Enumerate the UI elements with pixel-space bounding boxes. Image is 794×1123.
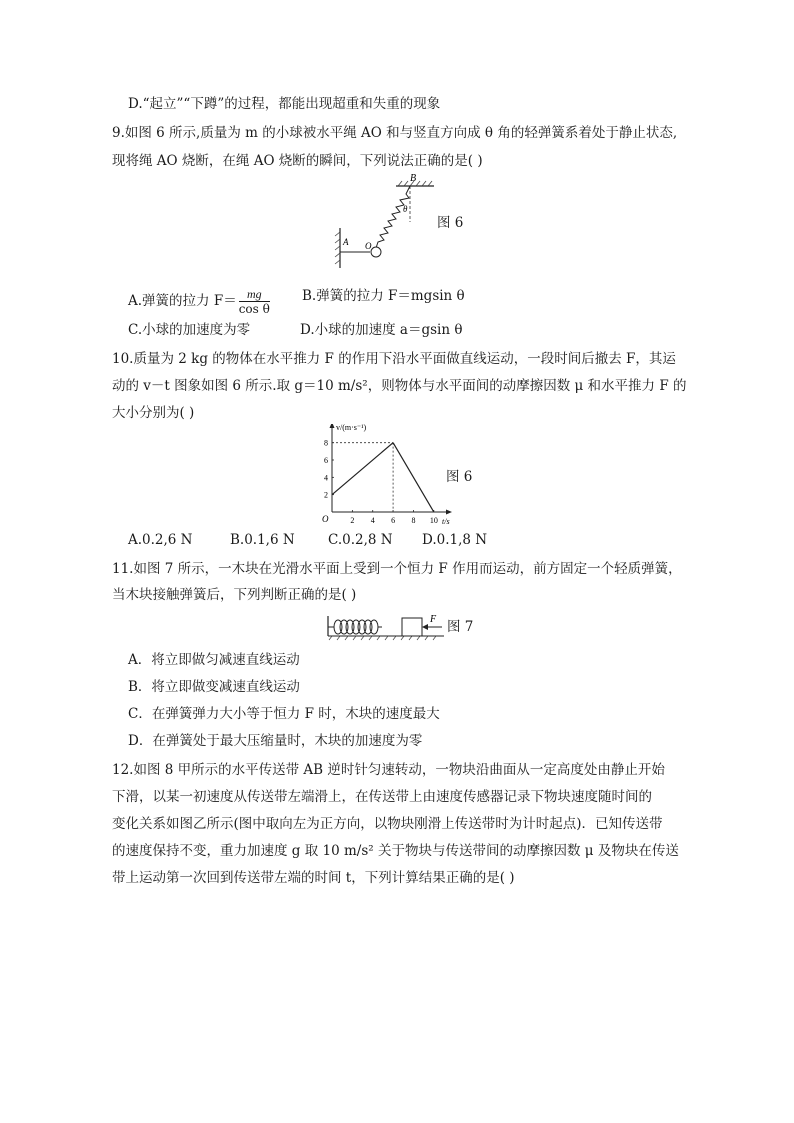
q10-option-d: D.0.1,8 N — [422, 532, 488, 548]
y-tick-label: 2 — [324, 490, 328, 500]
q8-option-d: D.“起立”“下蹲”的过程，都能出现超重和失重的现象 — [128, 96, 441, 112]
series-segment — [393, 443, 434, 512]
q11-option-c: C．在弹簧弹力大小等于恒力 F 时，木块的速度最大 — [128, 706, 440, 722]
x-tick-label: 8 — [411, 516, 416, 525]
q9-option-a-fraction — [239, 287, 270, 316]
q10-stem-line-3: 大小分别为( ) — [112, 405, 195, 421]
q9-option-a-prefix: A.弹簧的拉力 F＝ — [128, 293, 237, 309]
q10-chart-caption: 图 6 — [446, 469, 473, 485]
x-axis-arrow — [446, 510, 452, 515]
q9-label-a: A — [343, 237, 349, 247]
q10-stem-line-1: 10.质量为 2 kg 的物体在水平推力 F 的作用下沿水平面做直线运动，一段时间后撤去 F，其运 — [112, 351, 676, 367]
y-tick-label: 8 — [324, 438, 328, 448]
q10-option-a: A.0.2,6 N — [128, 532, 193, 548]
q11-label-f: F — [430, 614, 437, 625]
q11-figure-spring-block — [324, 612, 450, 642]
q9-option-a-denominator: cos θ — [238, 302, 270, 316]
q9-stem-line-2: 现将绳 AO 烧断，在绳 AO 烧断的瞬间，下列说法正确的是( ) — [112, 153, 483, 169]
q9-label-o: O — [365, 241, 372, 251]
q9-option-d: D.小球的加速度 a＝gsin θ — [300, 322, 463, 338]
y-axis-label: v/(m·s⁻¹) — [336, 424, 367, 432]
q9-label-b: B — [410, 173, 417, 184]
x-tick-label: 2 — [350, 516, 355, 525]
x-tick-label: 6 — [391, 516, 396, 525]
q9-figure-spring-ball — [330, 172, 510, 272]
q11-stem-line-2: 当木块接触弹簧后，下列判断正确的是( ) — [112, 587, 357, 603]
q9-figure-caption: 图 6 — [437, 215, 464, 231]
q10-option-c: C.0.2,8 N — [328, 532, 393, 548]
q9-stem-line-1: 9.如图 6 所示,质量为 m 的小球被水平绳 AO 和与竖直方向成 θ 角的轻弹簧系着处于静止状态, — [112, 125, 678, 141]
series-segment — [332, 443, 393, 495]
y-tick-label: 6 — [324, 456, 328, 465]
q12-stem-line-2: 下滑，以某一初速度从传送带左端滑上，在传送带上由速度传感器记录下物块速度随时间的 — [112, 789, 652, 805]
q9-option-a-numerator: mg — [239, 287, 270, 302]
y-axis-arrow — [330, 424, 335, 428]
q10-vt-chart — [318, 424, 458, 526]
q9-option-a — [128, 287, 272, 316]
q9-option-b: B.弹簧的拉力 F＝mgsin θ — [302, 288, 465, 304]
x-axis-label: t/s — [442, 517, 450, 526]
q11-option-d: D．在弹簧处于最大压缩量时，木块的加速度为零 — [128, 733, 423, 749]
q12-stem-line-1: 12.如图 8 甲所示的水平传送带 AB 逆时针匀速转动，一物块沿曲面从一定高度处由静止开始 — [112, 762, 665, 778]
q9-label-theta: θ — [403, 204, 408, 214]
x-tick-label: 10 — [429, 516, 438, 525]
y-tick-label: 4 — [324, 473, 328, 483]
q10-stem-line-2: 动的 v－t 图象如图 6 所示.取 g＝10 m/s²，则物体与水平面间的动摩擦因数 μ 和水平推力 F 的 — [112, 378, 687, 394]
q12-stem-line-4: 的速度保持不变，重力加速度 g 取 10 m/s² 关于物块与传送带间的动摩擦因数 μ 及物块在传送 — [112, 843, 679, 859]
q11-stem-line-1: 11.如图 7 所示，一木块在光滑水平面上受到一个恒力 F 作用而运动，前方固定一个轻质弹簧， — [112, 561, 682, 577]
q9-option-c: C.小球的加速度为零 — [128, 322, 251, 338]
q10-option-b: B.0.1,6 N — [230, 532, 295, 548]
q11-figure-caption: 图 7 — [447, 619, 474, 635]
q12-stem-line-5: 带上运动第一次回到传送带左端的时间 t，下列计算结果正确的是( ) — [112, 870, 515, 886]
q11-option-b: B．将立即做变减速直线运动 — [128, 679, 300, 695]
origin-label: O — [322, 514, 329, 524]
q12-stem-line-3: 变化关系如图乙所示(图中取向左为正方向，以物块刚滑上传送带时为计时起点)．已知传送带 — [112, 816, 663, 832]
q11-option-a: A．将立即做匀减速直线运动 — [128, 652, 300, 668]
x-tick-label: 4 — [370, 516, 375, 525]
